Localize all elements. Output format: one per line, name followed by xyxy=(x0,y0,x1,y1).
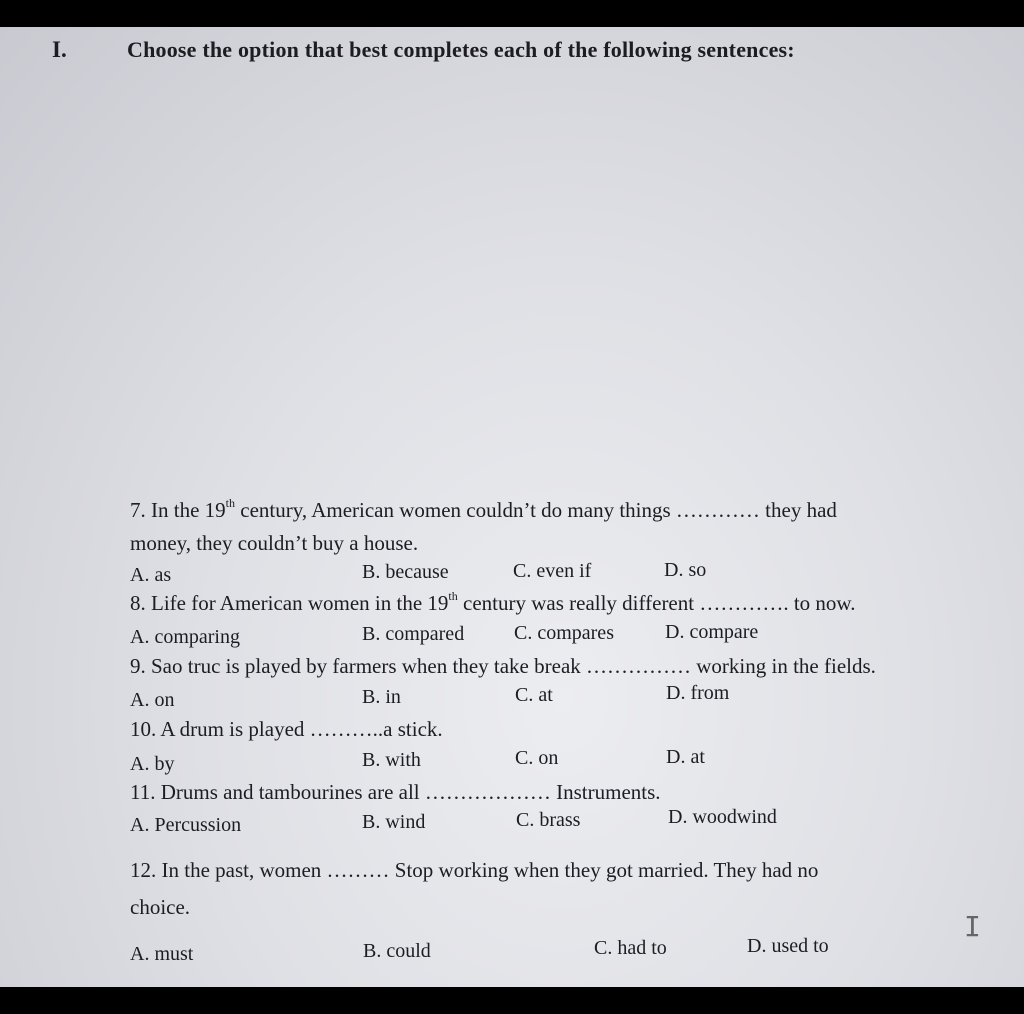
q11-option-d: D. woodwind xyxy=(668,806,777,828)
q9-option-c: C. at xyxy=(515,684,553,706)
question-12-line-2: choice. xyxy=(130,895,191,919)
q11-option-a: A. Percussion xyxy=(130,814,242,836)
q12-option-a: A. must xyxy=(130,943,194,965)
q7-option-b: B. because xyxy=(362,561,449,583)
question-12-line-1: 12. In the past, women ……… Stop working when they got married. They had no xyxy=(130,858,819,882)
q12-option-b: B. could xyxy=(363,940,431,962)
q10-option-b: B. with xyxy=(362,749,421,771)
q10-option-c: C. on xyxy=(515,747,559,769)
q9-option-d: D. from xyxy=(666,682,730,704)
q8-option-a: A. comparing xyxy=(130,626,240,648)
q8-option-c: C. compares xyxy=(514,622,614,644)
question-7-line-1: 7. In the 19th century, American women couldn’t do many things ………… they had xyxy=(130,496,837,522)
q12-option-c: C. had to xyxy=(594,937,667,959)
q10-option-a: A. by xyxy=(130,753,175,775)
question-7-line-2: money, they couldn’t buy a house. xyxy=(130,531,419,555)
question-11-line-1: 11. Drums and tambourines are all ……………… Instruments. xyxy=(130,780,661,804)
q9-option-a: A. on xyxy=(130,689,175,711)
text-cursor-icon: I xyxy=(964,910,981,943)
question-9-line-1: 9. Sao truc is played by farmers when they take break …………… working in the fields. xyxy=(130,654,876,678)
q12-option-d: D. used to xyxy=(747,935,829,957)
q11-option-b: B. wind xyxy=(362,811,426,833)
question-10-line-1: 10. A drum is played ………..a stick. xyxy=(130,717,443,741)
q8-option-b: B. compared xyxy=(362,623,465,645)
q7-option-a: A. as xyxy=(130,564,172,586)
section-number: I. xyxy=(52,37,67,62)
q9-option-b: B. in xyxy=(362,686,401,708)
q7-option-c: C. even if xyxy=(513,560,592,582)
q11-option-c: C. brass xyxy=(516,809,581,831)
q7-option-d: D. so xyxy=(664,559,707,581)
section-instruction: Choose the option that best completes each of the following sentences: xyxy=(127,37,795,62)
question-8-line-1: 8. Life for American women in the 19th century was really different …………. to now. xyxy=(130,589,856,615)
q10-option-d: D. at xyxy=(666,746,705,768)
q8-option-d: D. compare xyxy=(665,621,759,643)
worksheet-page xyxy=(0,27,1024,987)
